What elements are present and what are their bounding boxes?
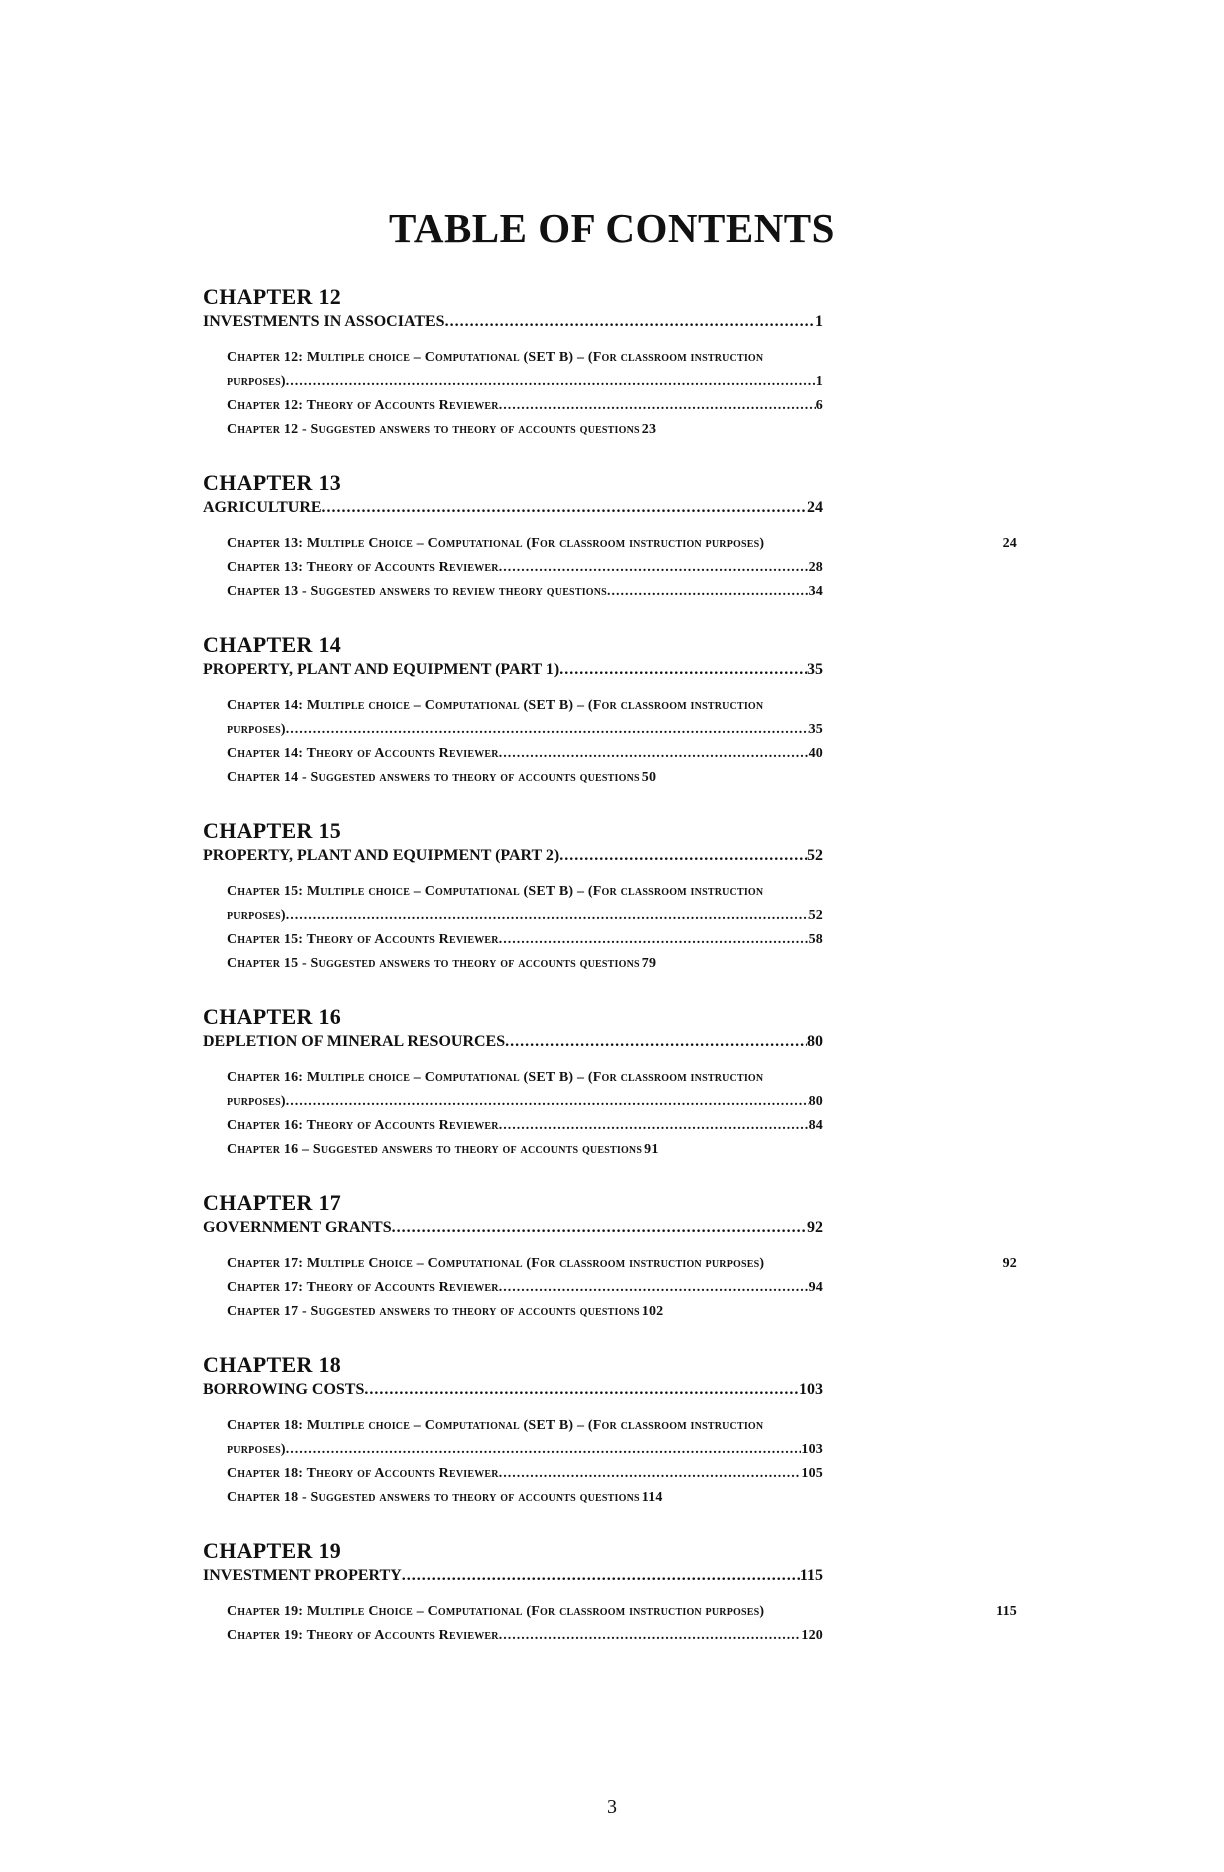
chapter-heading: CHAPTER 16 bbox=[203, 1004, 342, 1029]
chapter-title: INVESTMENT PROPERTY bbox=[203, 1567, 402, 1584]
toc-subentry-link[interactable] bbox=[227, 1252, 1017, 1276]
toc-chapter bbox=[203, 1004, 1063, 1162]
subentry-title-line2: purposes) bbox=[227, 1094, 286, 1109]
toc-subentry-link[interactable] bbox=[227, 1600, 1017, 1624]
toc-subentry-link[interactable] bbox=[227, 1114, 823, 1138]
subentry-title: Chapter 17: Multiple Choice – Computational (For classroom instruction purposes) bbox=[227, 1256, 765, 1271]
dot-leader bbox=[402, 1564, 800, 1588]
dot-leader bbox=[445, 310, 815, 334]
toc-entry-link[interactable] bbox=[203, 1564, 823, 1588]
subentry-title-line2: purposes) bbox=[227, 908, 286, 923]
toc-entry-link[interactable] bbox=[203, 658, 823, 682]
page-ref: 92 bbox=[807, 1219, 823, 1236]
page-ref: 23 bbox=[641, 422, 657, 437]
chapter-title: PROPERTY, PLANT AND EQUIPMENT (PART 1) bbox=[203, 661, 560, 678]
dot-leader bbox=[499, 742, 809, 766]
toc-subentry-link[interactable] bbox=[227, 1486, 823, 1510]
page-ref: 35 bbox=[807, 661, 823, 678]
toc-subentry-link[interactable] bbox=[227, 532, 1017, 556]
dot-leader bbox=[286, 1090, 809, 1114]
toc-chapter bbox=[203, 470, 1063, 604]
page-ref: 52 bbox=[807, 847, 823, 864]
table-of-contents bbox=[203, 284, 1063, 1676]
toc-subentry-link[interactable] bbox=[227, 556, 823, 580]
toc-entry-link[interactable] bbox=[203, 1030, 823, 1054]
toc-chapter bbox=[203, 818, 1063, 976]
page-ref: 94 bbox=[808, 1280, 823, 1295]
dot-leader bbox=[286, 718, 809, 742]
page-ref: 24 bbox=[1002, 536, 1017, 551]
subentry-title: Chapter 12: Theory of Accounts Reviewer bbox=[227, 398, 499, 413]
dot-leader bbox=[286, 904, 809, 928]
toc-chapter bbox=[203, 1538, 1063, 1648]
page-ref: 102 bbox=[641, 1304, 664, 1319]
page-ref: 92 bbox=[1002, 1256, 1017, 1271]
chapter-title: DEPLETION OF MINERAL RESOURCES bbox=[203, 1033, 506, 1050]
dot-leader bbox=[499, 1114, 809, 1138]
page-ref: 24 bbox=[807, 499, 823, 516]
chapter-title: AGRICULTURE bbox=[203, 499, 322, 516]
toc-subentry-link[interactable] bbox=[227, 394, 823, 418]
subentry-title: Chapter 15: Theory of Accounts Reviewer bbox=[227, 932, 499, 947]
chapter-heading: CHAPTER 12 bbox=[203, 284, 342, 309]
page-ref: 80 bbox=[808, 1094, 823, 1109]
chapter-heading: CHAPTER 14 bbox=[203, 632, 342, 657]
toc-chapter bbox=[203, 632, 1063, 790]
page-ref: 105 bbox=[801, 1466, 823, 1481]
page-ref: 1 bbox=[815, 313, 823, 330]
toc-subentry-link[interactable] bbox=[227, 1462, 823, 1486]
toc-subentry-link[interactable] bbox=[227, 1138, 823, 1162]
subentry-title: Chapter 15 - Suggested answers to theory of accounts questions bbox=[227, 956, 640, 971]
page-ref: 1 bbox=[815, 374, 823, 389]
subentry-title-line1: Chapter 16: Multiple choice – Computational (SET B) – (For classroom instruction bbox=[227, 1070, 764, 1085]
toc-subentry-link[interactable] bbox=[227, 1414, 1007, 1462]
dot-leader bbox=[364, 1378, 799, 1402]
subentry-title: Chapter 14: Theory of Accounts Reviewer bbox=[227, 746, 499, 761]
subentry-title: Chapter 13: Theory of Accounts Reviewer bbox=[227, 560, 499, 575]
subsection-list bbox=[227, 880, 1063, 976]
chapter-title: INVESTMENTS IN ASSOCIATES bbox=[203, 313, 445, 330]
subentry-title: Chapter 16 – Suggested answers to theory of accounts questions bbox=[227, 1142, 643, 1157]
subentry-title: Chapter 13 - Suggested answers to review theory questions bbox=[227, 584, 607, 599]
subentry-title: Chapter 18: Theory of Accounts Reviewer bbox=[227, 1466, 499, 1481]
page-ref: 28 bbox=[808, 560, 823, 575]
subsection-list bbox=[227, 1066, 1063, 1162]
page-ref: 50 bbox=[641, 770, 657, 785]
subsection-list bbox=[227, 694, 1063, 790]
toc-subentry-link[interactable] bbox=[227, 1624, 823, 1648]
toc-chapter bbox=[203, 1352, 1063, 1510]
dot-leader bbox=[499, 1624, 802, 1648]
page-ref: 91 bbox=[644, 1142, 659, 1157]
subentry-title: Chapter 19: Theory of Accounts Reviewer bbox=[227, 1628, 499, 1643]
dot-leader bbox=[559, 844, 807, 868]
page-ref: 114 bbox=[641, 1490, 663, 1505]
subsection-list bbox=[227, 1252, 1063, 1324]
page-ref: 34 bbox=[808, 584, 823, 599]
subsection-list bbox=[227, 1600, 1063, 1648]
dot-leader bbox=[559, 658, 807, 682]
toc-subentry-link[interactable] bbox=[227, 580, 823, 604]
toc-entry-link[interactable] bbox=[203, 310, 823, 334]
dot-leader bbox=[499, 394, 816, 418]
subentry-title: Chapter 16: Theory of Accounts Reviewer bbox=[227, 1118, 499, 1133]
dot-leader bbox=[499, 1276, 809, 1300]
subentry-title-line1: Chapter 15: Multiple choice – Computational (SET B) – (For classroom instruction bbox=[227, 884, 764, 899]
page-ref: 84 bbox=[808, 1118, 823, 1133]
dot-leader bbox=[505, 1030, 807, 1054]
subentry-title-line1: Chapter 14: Multiple choice – Computational (SET B) – (For classroom instruction bbox=[227, 698, 764, 713]
toc-subentry-link[interactable] bbox=[227, 1300, 823, 1324]
page-ref: 58 bbox=[808, 932, 823, 947]
page-ref: 120 bbox=[801, 1628, 823, 1643]
toc-subentry-link[interactable] bbox=[227, 418, 823, 442]
page-ref: 79 bbox=[641, 956, 657, 971]
page-ref: 40 bbox=[808, 746, 823, 761]
dot-leader bbox=[286, 1438, 802, 1462]
toc-subentry-link[interactable] bbox=[227, 928, 823, 952]
page-ref: 80 bbox=[807, 1033, 823, 1050]
subsection-list bbox=[227, 1414, 1063, 1510]
subsection-list bbox=[227, 532, 1063, 604]
chapter-heading: CHAPTER 17 bbox=[203, 1190, 342, 1215]
toc-subentry-link[interactable] bbox=[227, 1066, 1007, 1114]
page-ref: 35 bbox=[808, 722, 823, 737]
page-ref: 6 bbox=[815, 398, 823, 413]
subentry-title-line1: Chapter 18: Multiple choice – Computational (SET B) – (For classroom instruction bbox=[227, 1418, 764, 1433]
toc-entry-link[interactable] bbox=[203, 1216, 823, 1240]
dot-leader bbox=[286, 370, 816, 394]
chapter-heading: CHAPTER 18 bbox=[203, 1352, 342, 1377]
subentry-title-line2: purposes) bbox=[227, 1442, 286, 1457]
chapter-heading: CHAPTER 15 bbox=[203, 818, 342, 843]
toc-subentry-link[interactable] bbox=[227, 880, 1007, 928]
subentry-title: Chapter 17: Theory of Accounts Reviewer bbox=[227, 1280, 499, 1295]
dot-leader bbox=[322, 496, 807, 520]
toc-chapter bbox=[203, 284, 1063, 442]
subentry-title: Chapter 19: Multiple Choice – Computational (For classroom instruction purposes) bbox=[227, 1604, 765, 1619]
chapter-title: BORROWING COSTS bbox=[203, 1381, 365, 1398]
chapter-heading: CHAPTER 19 bbox=[203, 1538, 342, 1563]
toc-subentry-link[interactable] bbox=[227, 1276, 823, 1300]
dot-leader bbox=[499, 556, 809, 580]
page-ref: 115 bbox=[799, 1567, 823, 1584]
subentry-title-line2: purposes) bbox=[227, 722, 286, 737]
subentry-title: Chapter 12 - Suggested answers to theory of accounts questions bbox=[227, 422, 640, 437]
toc-subentry-link[interactable] bbox=[227, 742, 823, 766]
toc-subentry-link[interactable] bbox=[227, 694, 1007, 742]
subentry-title: Chapter 14 - Suggested answers to theory of accounts questions bbox=[227, 770, 640, 785]
subentry-title-line1: Chapter 12: Multiple choice – Computational (SET B) – (For classroom instruction bbox=[227, 350, 764, 365]
subentry-title: Chapter 17 - Suggested answers to theory of accounts questions bbox=[227, 1304, 640, 1319]
chapter-title: GOVERNMENT GRANTS bbox=[203, 1219, 392, 1236]
chapter-title: PROPERTY, PLANT AND EQUIPMENT (PART 2) bbox=[203, 847, 560, 864]
page-number: 3 bbox=[607, 1796, 617, 1818]
page-title: TABLE OF CONTENTS bbox=[389, 205, 835, 251]
dot-leader bbox=[499, 928, 809, 952]
page-ref: 103 bbox=[799, 1381, 823, 1398]
dot-leader bbox=[392, 1216, 807, 1240]
subentry-title: Chapter 13: Multiple Choice – Computational (For classroom instruction purposes) bbox=[227, 536, 765, 551]
toc-entry-link[interactable] bbox=[203, 1378, 823, 1402]
page-ref: 52 bbox=[808, 908, 823, 923]
page-ref: 103 bbox=[801, 1442, 823, 1457]
toc-chapter bbox=[203, 1190, 1063, 1324]
toc-subentry-link[interactable] bbox=[227, 766, 823, 790]
toc-entry-link[interactable] bbox=[203, 844, 823, 868]
subentry-title: Chapter 18 - Suggested answers to theory of accounts questions bbox=[227, 1490, 640, 1505]
page-ref: 115 bbox=[996, 1604, 1017, 1619]
toc-entry-link[interactable] bbox=[203, 496, 823, 520]
dot-leader bbox=[499, 1462, 802, 1486]
toc-subentry-link[interactable] bbox=[227, 346, 1007, 394]
chapter-heading: CHAPTER 13 bbox=[203, 470, 342, 495]
subentry-title-line2: purposes) bbox=[227, 374, 286, 389]
toc-subentry-link[interactable] bbox=[227, 952, 823, 976]
dot-leader bbox=[607, 580, 809, 604]
subsection-list bbox=[227, 346, 1063, 442]
